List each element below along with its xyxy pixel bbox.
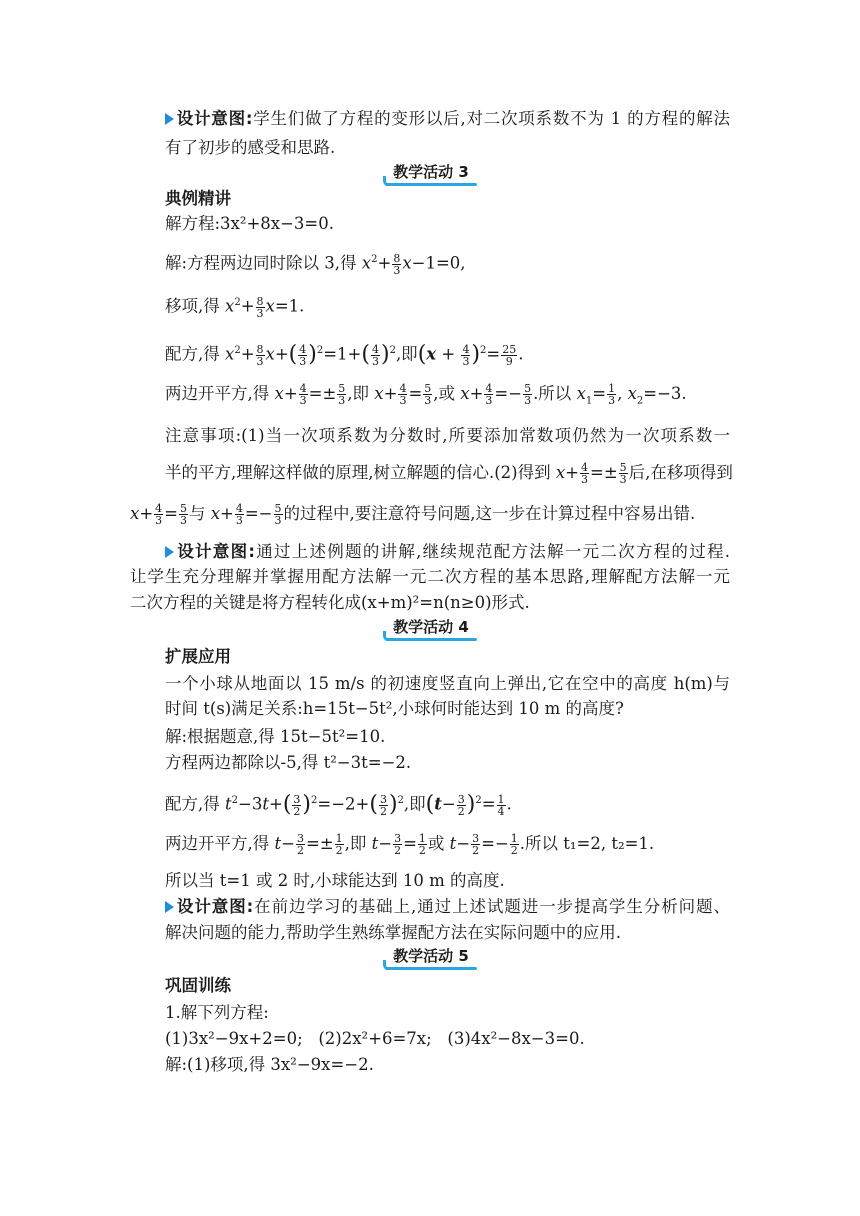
solution-step: 方程两边都除以-5,得 t²−3t=−2. — [165, 753, 412, 772]
section-heading: 教学活动 5 — [385, 946, 477, 970]
design-intent-label: 设计意图: — [176, 109, 253, 128]
exercise-items: (1)3x²−9x+2=0; (2)2x²+6=7x; (3)4x²−8x−3=0. — [165, 1029, 585, 1048]
note-line: 半的平方,理解这样做的原理,树立解题的信心.(2)得到 x+ $\frac{4}{3}$ =± $\frac{5}{3}$ 后,在移项得到 — [165, 461, 733, 486]
solution-step: 移项,得 $x^2+$ $\frac{8}{3}$ x=1. — [165, 294, 305, 320]
triangle-marker-icon — [165, 901, 174, 913]
design-intent-line: 设计意图:通过上述例题的讲解,继续规范配方法解一元二次方程的过程. — [165, 541, 730, 563]
section-title: 典例精讲 — [165, 189, 231, 208]
solution-step: 配方,得 $x^2+$ $\frac{8}{3}$ x+( $\frac{4}{3}$ )$^2$=1+( $\frac{4}{3}$ )$^2$,即(x + $\frac{4}{3}$ )$^2$= $\frac{25}{9}$ . — [165, 342, 524, 368]
design-intent-line: 有了初步的感受和思路. — [165, 138, 336, 157]
design-intent-line: 二次方程的关键是将方程转化成(x+m)²=n(n≥0)形式. — [130, 593, 530, 612]
triangle-marker-icon — [165, 113, 174, 125]
solution-step: 两边开平方,得 x+ $\frac{4}{3}$ =± $\frac{5}{3}$ ,即 x+ $\frac{4}{3}$ = $\frac{5}{3}$ ,或 x+ $\frac{4}{3}$ =− $\frac{5}{3}$ .所以 $x_1=$ $\frac{1}{3}$ , $x_2=-3$. — [165, 382, 687, 407]
design-intent-line: 设计意图:在前边学习的基础上,通过上述试题进一步提高学生分析问题、 — [165, 896, 730, 918]
section-title: 巩固训练 — [165, 976, 231, 995]
triangle-marker-icon — [165, 546, 174, 558]
design-intent-line: 设计意图:学生们做了方程的变形以后,对二次项系数不为 1 的方程的解法 — [165, 108, 730, 130]
solution-step: 配方,得 $t^2-3t+$( $\frac{3}{2}$ )$^2$=−2+( $\frac{3}{2}$ )$^2$,即(t− $\frac{3}{2}$ )$^2$= $\frac{1}{4}$ . — [165, 792, 512, 818]
problem-line: 时间 t(s)满足关系:h=15t−5t²,小球何时能达到 10 m 的高度? — [165, 699, 624, 718]
design-intent-label: 设计意图: — [176, 897, 254, 916]
solution-step: 两边开平方,得 t− $\frac{3}{2}$ =± $\frac{1}{2}$ ,即 t− $\frac{3}{2}$ = $\frac{1}{2}$ 或 t− $\frac{3}{2}$ =− $\frac{1}{2}$ .所以 t₁=2, t₂=1. — [165, 832, 655, 857]
solution-step: 解:方程两边同时除以 3,得 $x^2+$ $\frac{8}{3}$ x−1=0, — [165, 251, 466, 277]
design-intent-line: 解决问题的能力,帮助学生熟练掌握配方法在实际问题中的应用. — [165, 923, 621, 942]
note-line: 注意事项:(1)当一次项系数为分数时,所要添加常数项仍然为一次项系数一 — [165, 426, 730, 445]
section-heading: 教学活动 3 — [385, 162, 477, 186]
problem-statement: 解方程:3x²+8x−3=0. — [165, 214, 334, 233]
note-line: x+ $\frac{4}{3}$ = $\frac{5}{3}$ 与 x+ $\frac{4}{3}$ =− $\frac{5}{3}$ 的过程中,要注意符号问题,这一步在计算过程中容易出错. — [130, 502, 696, 527]
design-intent-label: 设计意图: — [176, 542, 255, 561]
section-title: 扩展应用 — [165, 647, 231, 666]
solution-step: 所以当 t=1 或 2 时,小球能达到 10 m 的高度. — [165, 871, 505, 890]
section-heading: 教学活动 4 — [385, 617, 477, 641]
problem-line: 一个小球从地面以 15 m/s 的初速度竖直向上弹出,它在空中的高度 h(m)与 — [165, 674, 730, 693]
solution-step: 解:(1)移项,得 3x²−9x=−2. — [165, 1055, 374, 1074]
exercise-question: 1.解下列方程: — [165, 1003, 269, 1022]
design-intent-line: 让学生充分理解并掌握用配方法解一元二次方程的基本思路,理解配方法解一元 — [130, 567, 730, 586]
solution-step: 解:根据题意,得 15t−5t²=10. — [165, 727, 386, 746]
